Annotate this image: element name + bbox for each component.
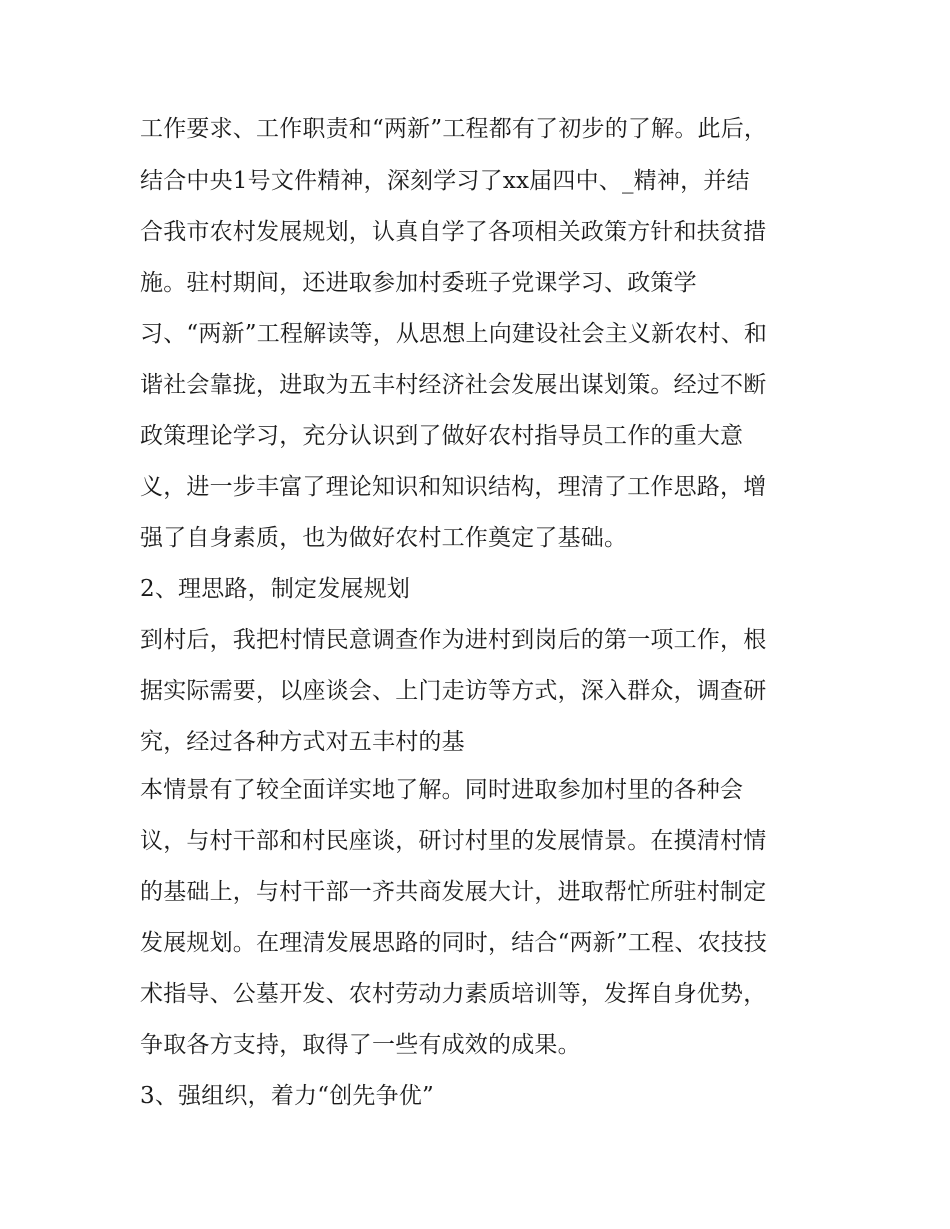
text-line: 术指导、公墓开发、农村劳动力素质培训等，发挥自身优势， [140, 981, 767, 1007]
text-line: 合我市农村发展规划，认真自学了各项相关政策方针和扶贫措 [140, 219, 767, 245]
text-line: 谐社会靠拢，进取为五丰村经济社会发展出谋划策。经过不断 [140, 372, 767, 398]
text-line: 结合中央1号文件精神，深刻学习了xx届四中、_精神，并结 [140, 168, 750, 194]
text-line: 发展规划。在理清发展思路的同时，结合“两新”工程、农技技 [140, 930, 768, 956]
text-line: 议，与村干部和村民座谈，研讨村里的发展情景。在摸清村情 [140, 828, 767, 854]
text-line: 施。驻村期间，还进取参加村委班子党课学习、政策学 [140, 270, 697, 296]
text-line: 强了自身素质，也为做好农村工作奠定了基础。 [140, 525, 628, 551]
section-heading: 2、理思路，制定发展规划 [140, 576, 411, 602]
text-line: 义，进一步丰富了理论知识和知识结构，理清了工作思路，增 [140, 474, 767, 500]
text-line: 工作要求、工作职责和“两新”工程都有了初步的了解。此后， [140, 116, 768, 142]
text-line: 的基础上，与村干部一齐共商发展大计，进取帮忙所驻村制定 [140, 879, 767, 905]
text-line: 争取各方支持，取得了一些有成效的成果。 [140, 1032, 581, 1058]
text-line: 政策理论学习，充分认识到了做好农村指导员工作的重大意 [140, 423, 744, 449]
text-line: 据实际需要，以座谈会、上门走访等方式，深入群众，调查研 [140, 678, 767, 704]
text-line: 究，经过各种方式对五丰村的基 [140, 729, 465, 755]
text-line: 到村后，我把村情民意调查作为进村到岗后的第一项工作，根 [140, 627, 767, 653]
text-line: 习、“两新”工程解读等，从思想上向建设社会主义新农村、和 [140, 321, 768, 347]
section-heading: 3、强组织，着力“创先争优” [140, 1083, 434, 1109]
text-line: 本情景有了较全面详实地了解。同时进取参加村里的各种会 [140, 777, 744, 803]
